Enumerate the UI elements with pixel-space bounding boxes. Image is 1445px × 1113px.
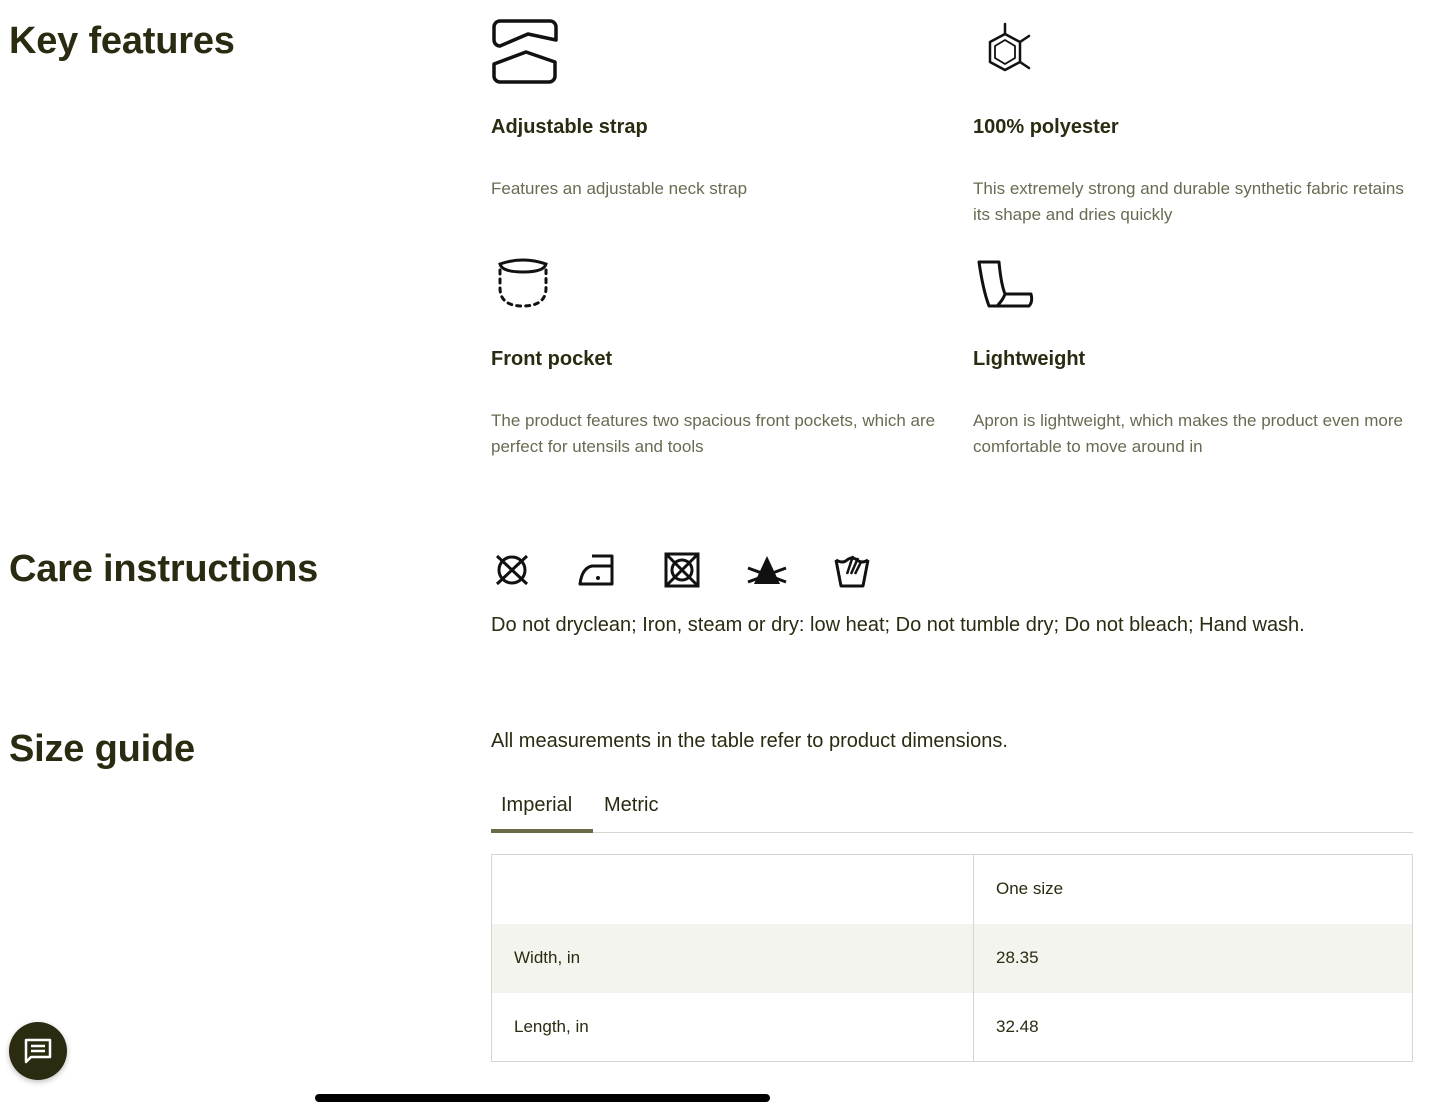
tab-metric[interactable]: Metric: [604, 794, 659, 816]
home-indicator-bar: [315, 1094, 770, 1102]
feature-polyester: [973, 18, 1413, 224]
table-cell: 32.48: [974, 993, 1413, 1062]
feature-title: 100% polyester: [973, 116, 1119, 138]
feature-title: Front pocket: [491, 348, 613, 370]
tab-imperial[interactable]: Imperial: [491, 790, 593, 833]
feature-adjustable-strap: [491, 18, 931, 198]
care-instructions-title: Care instructions: [9, 548, 319, 590]
care-icons-row: [491, 550, 916, 590]
adjustable-strap-icon: [491, 18, 561, 88]
feature-front-pocket: [491, 250, 936, 456]
table-row: [492, 924, 1413, 993]
do-not-dryclean-icon: [491, 550, 533, 590]
lightweight-fabric-icon: [973, 250, 1043, 320]
feature-lightweight: [973, 250, 1413, 456]
feature-description: The product features two spacious front pockets, which are perfect for utensils and tools: [491, 411, 936, 456]
do-not-bleach-icon: [746, 550, 788, 590]
key-features-title: Key features: [9, 20, 235, 62]
table-row: [492, 993, 1413, 1062]
table-cell: Length, in: [514, 1016, 589, 1036]
polyester-molecule-icon: [973, 18, 1043, 88]
feature-description: Features an adjustable neck strap: [491, 179, 748, 198]
feature-title: Lightweight: [973, 348, 1086, 370]
size-guide-note: All measurements in the table refer to product dimensions.: [491, 730, 1008, 752]
care-instructions-text: Do not dryclean; Iron, steam or dry: low heat; Do not tumble dry; Do not bleach; Hand wash.: [491, 614, 1305, 636]
size-guide-title: Size guide: [9, 728, 195, 770]
unit-tabs: [491, 790, 1413, 833]
front-pocket-icon: [491, 250, 561, 320]
table-header-cell: [492, 855, 974, 924]
size-table: [491, 854, 1413, 1062]
feature-description: This extremely strong and durable synthetic fabric retains its shape and dries quickly: [973, 179, 1404, 224]
table-header-row: [492, 855, 1413, 924]
iron-low-heat-icon: [576, 550, 618, 590]
chat-button[interactable]: [9, 1022, 67, 1080]
table-cell: Width, in: [492, 924, 974, 993]
hand-wash-icon: [831, 550, 873, 590]
table-header-cell: One size: [974, 855, 1413, 924]
table-cell: 28.35: [974, 924, 1413, 993]
chat-icon: [23, 1037, 53, 1065]
feature-title: Adjustable strap: [491, 116, 648, 138]
do-not-tumble-dry-icon: [661, 550, 703, 590]
feature-description: Apron is lightweight, which makes the product even more comfortable to move around in: [973, 411, 1403, 456]
